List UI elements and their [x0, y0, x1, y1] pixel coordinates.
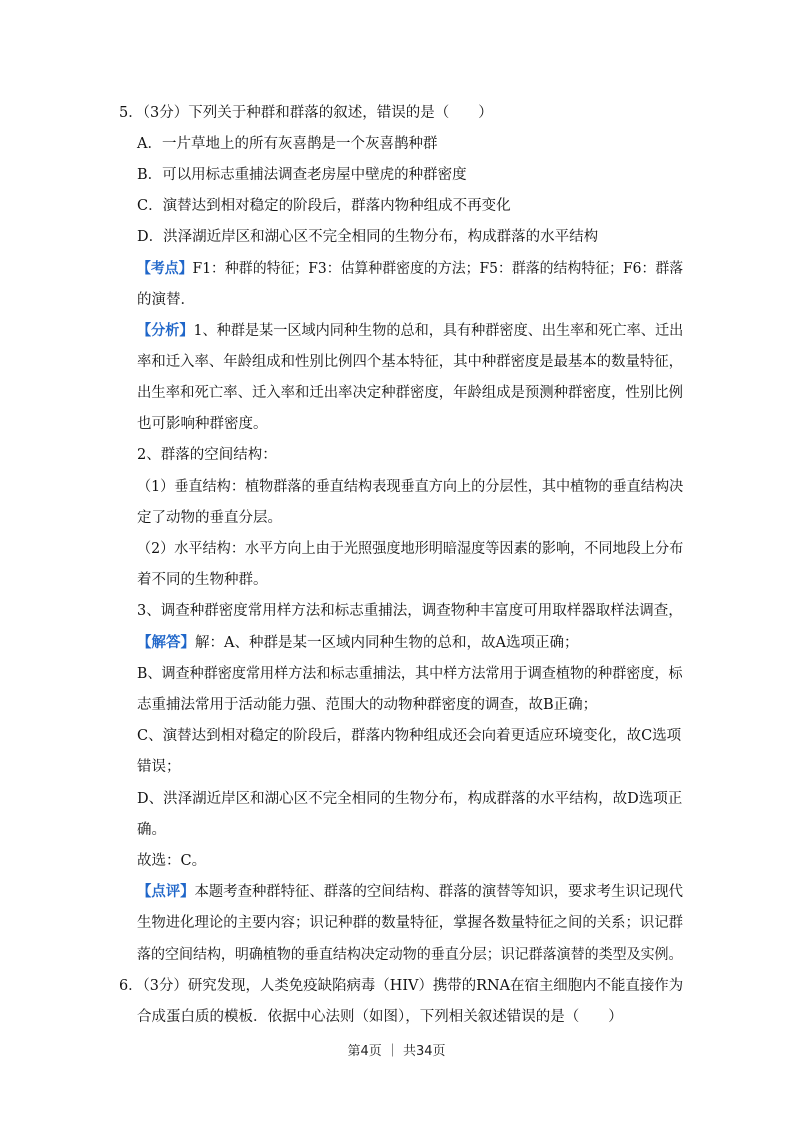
q6-stem-line-2: 合成蛋白质的模板．依据中心法则（如图），下列相关叙述错误的是（ ） [137, 1009, 623, 1025]
fenxi-line-4: 也可影响种群密度。 [137, 416, 268, 432]
jieda-line-7: 确。 [137, 822, 166, 838]
fenxi-line-5: 2、群落的空间结构： [137, 447, 277, 463]
q5-option-d: D．洪泽湖近岸区和湖心区不完全相同的生物分布，构成群落的水平结构 [137, 229, 599, 245]
jieda-line-1 [137, 633, 578, 653]
jieda-text: 解：A、种群是某一区域内同种生物的总和，故A选项正确； [195, 635, 579, 651]
dianping-line-1 [137, 882, 683, 902]
jieda-line-3: 志重捕法常用于活动能力强、范围大的动物种群密度的调查，故B正确； [137, 697, 598, 713]
q5-stem: 5．（3分）下列关于种群和群落的叙述，错误的是（ ） [119, 105, 493, 121]
jieda-line-2: B、调查种群密度常用样方法和标志重捕法，其中样方法常用于调查植物的种群密度，标 [137, 666, 683, 682]
jieda-line-6: D、洪泽湖近岸区和湖心区不完全相同的生物分布，构成群落的水平结构，故D选项正 [137, 791, 683, 807]
dianping-line-3: 落的空间结构，明确植物的垂直结构决定动物的垂直分层；识记群落演替的类型及实例。 [137, 947, 683, 963]
kaodian-line-2: 的演替． [137, 292, 195, 308]
dianping-line-2: 生物进化理论的主要内容；识记种群的数量特征，掌握各数量特征之间的关系；识记群 [137, 915, 683, 931]
fenxi-line-1 [137, 321, 683, 341]
jieda-line-4: C、演替达到相对稳定的阶段后，群落内物种组成还会向着更适应环境变化，故C选项 [137, 728, 682, 744]
q5-option-c: C．演替达到相对稳定的阶段后，群落内物种组成不再变化 [137, 198, 511, 214]
fenxi-line-2: 率和迁入率、年龄组成和性别比例四个基本特征，其中种群密度是最基本的数量特征， [137, 354, 683, 370]
fenxi-line-10: 3、调查种群密度常用样方法和标志重捕法，调查物种丰富度可用取样器取样法调查， [137, 603, 683, 619]
fenxi-tag: 【分析】 [137, 322, 194, 339]
fenxi-text: 1、种群是某一区域内同种生物的总和，具有种群密度、出生率和死亡率、迁出 [193, 323, 684, 339]
kaodian-tag: 【考点】 [137, 260, 193, 277]
fenxi-line-7: 定了动物的垂直分层。 [137, 510, 282, 526]
dianping-text: 本题考查种群特征、群落的空间结构、群落的演替等知识，要求考生识记现代 [194, 884, 683, 900]
q5-option-a: A．一片草地上的所有灰喜鹊是一个灰喜鹊种群 [137, 136, 438, 152]
kaodian-text: F1：种群的特征；F3：估算种群密度的方法；F5：群落的结构特征；F6：群落 [192, 261, 684, 277]
q5-option-b: B．可以用标志重捕法调查老房屋中壁虎的种群密度 [137, 167, 467, 183]
jieda-tag: 【解答】 [137, 634, 195, 651]
fenxi-line-6: （1）垂直结构：植物群落的垂直结构表现垂直方向上的分层性，其中植物的垂直结构决 [137, 479, 684, 495]
fenxi-line-3: 出生率和死亡率、迁入率和迁出率决定种群密度，年龄组成是预测种群密度，性别比例 [137, 385, 683, 401]
fenxi-line-8: （2）水平结构：水平方向上由于光照强度地形明暗湿度等因素的影响，不同地段上分布 [137, 541, 684, 557]
dianping-tag: 【点评】 [137, 883, 195, 900]
q6-stem-line-1: 6．（3分）研究发现，人类免疫缺陷病毒（HIV）携带的RNA在宿主细胞内不能直接作为 [119, 978, 684, 994]
jieda-line-5: 错误； [137, 759, 181, 775]
kaodian-line-1 [137, 259, 683, 279]
jieda-line-8: 故选：C。 [137, 853, 207, 869]
page-footer: 第4页 ｜ 共34页 [347, 1044, 446, 1059]
fenxi-line-9: 着不同的生物种群。 [137, 572, 268, 588]
